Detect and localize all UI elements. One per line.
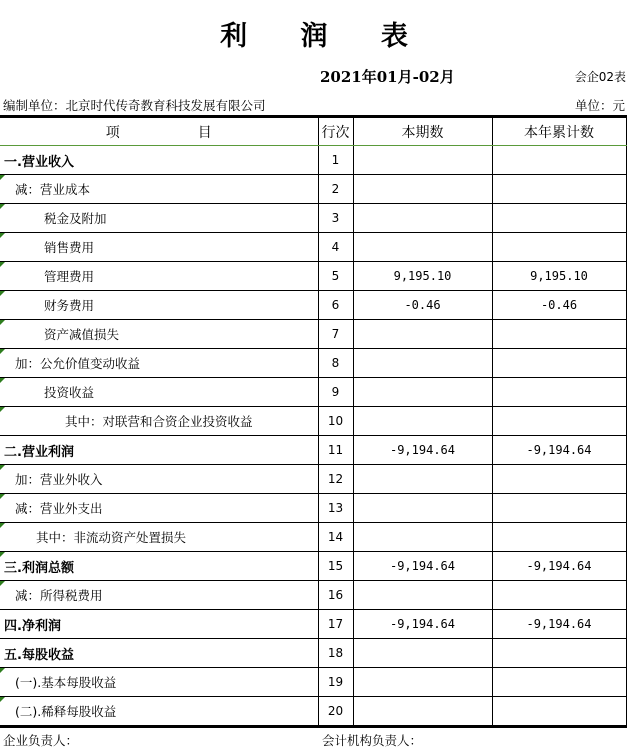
current-cell[interactable] (353, 494, 492, 523)
item-cell[interactable]: 二.营业利润 (0, 436, 318, 465)
title-char: 润 (300, 21, 328, 52)
item-cell[interactable]: 资产减值损失 (0, 320, 318, 349)
ytd-cell[interactable]: -0.46 (492, 291, 626, 320)
table-row (0, 697, 626, 727)
table-row (0, 291, 626, 320)
line-cell[interactable]: 11 (318, 436, 353, 465)
cell-marker-icon (0, 291, 5, 296)
currency-unit: 单位：元 (574, 98, 625, 113)
current-cell[interactable] (353, 581, 492, 610)
table-row (0, 204, 626, 233)
line-cell[interactable]: 8 (318, 349, 353, 378)
current-cell[interactable] (353, 523, 492, 552)
ytd-cell[interactable]: -9,194.64 (492, 436, 626, 465)
cell-marker-icon (0, 204, 5, 209)
current-cell[interactable] (353, 175, 492, 204)
ytd-cell[interactable] (492, 465, 626, 494)
header-item[interactable]: 项 目 (0, 117, 318, 146)
item-cell[interactable]: 减：所得税费用 (0, 581, 318, 610)
line-cell[interactable]: 14 (318, 523, 353, 552)
income-statement-table (0, 115, 627, 728)
table-row (0, 581, 626, 610)
cell-marker-icon (0, 697, 5, 702)
ytd-cell[interactable] (492, 378, 626, 407)
table-row (0, 436, 626, 465)
item-cell[interactable]: 管理费用 (0, 262, 318, 291)
line-cell[interactable]: 13 (318, 494, 353, 523)
line-cell[interactable]: 5 (318, 262, 353, 291)
ytd-cell[interactable] (492, 146, 626, 175)
ytd-cell[interactable] (492, 407, 626, 436)
ytd-cell[interactable] (492, 523, 626, 552)
cell-marker-icon (0, 320, 5, 325)
item-cell[interactable]: 四.净利润 (0, 610, 318, 639)
cell-marker-icon (0, 494, 5, 499)
item-cell[interactable]: 其中：非流动资产处置损失 (0, 523, 318, 552)
title-char: 利 (220, 21, 248, 52)
line-cell[interactable]: 18 (318, 639, 353, 668)
line-cell[interactable]: 19 (318, 668, 353, 697)
current-cell[interactable] (353, 233, 492, 262)
table-row (0, 523, 626, 552)
table-row (0, 407, 626, 436)
cell-marker-icon (0, 262, 5, 267)
item-cell[interactable]: 加：营业外收入 (0, 465, 318, 494)
line-cell[interactable]: 3 (318, 204, 353, 233)
current-cell[interactable]: -9,194.64 (353, 436, 492, 465)
line-cell[interactable]: 7 (318, 320, 353, 349)
current-cell[interactable] (353, 204, 492, 233)
line-cell[interactable]: 10 (318, 407, 353, 436)
accounting-head-label: 会计机构负责人： (322, 733, 423, 748)
current-cell[interactable] (353, 146, 492, 175)
item-cell[interactable]: 减：营业外支出 (0, 494, 318, 523)
header-line-no[interactable]: 行次 (318, 117, 353, 146)
table-row (0, 146, 626, 175)
table-row (0, 320, 626, 349)
table-row (0, 668, 626, 697)
table-row (0, 639, 626, 668)
ytd-cell[interactable]: -9,194.64 (492, 552, 626, 581)
item-cell[interactable]: 减：营业成本 (0, 175, 318, 204)
current-cell[interactable] (353, 697, 492, 727)
table-row (0, 378, 626, 407)
table-row (0, 175, 626, 204)
ytd-cell[interactable]: -9,194.64 (492, 610, 626, 639)
table-row (0, 262, 626, 291)
cell-marker-icon (0, 233, 5, 238)
line-cell[interactable]: 20 (318, 697, 353, 727)
ytd-cell[interactable] (492, 581, 626, 610)
item-cell[interactable]: 其中：对联营和合资企业投资收益 (0, 407, 318, 436)
line-cell[interactable]: 4 (318, 233, 353, 262)
item-cell[interactable]: 投资收益 (0, 378, 318, 407)
line-cell[interactable]: 17 (318, 610, 353, 639)
cell-marker-icon (0, 668, 5, 673)
line-cell[interactable]: 1 (318, 146, 353, 175)
item-cell[interactable]: (一).基本每股收益 (0, 668, 318, 697)
ytd-cell[interactable] (492, 668, 626, 697)
cell-marker-icon (0, 465, 5, 470)
ytd-cell[interactable] (492, 320, 626, 349)
table-row (0, 552, 626, 581)
ytd-cell[interactable] (492, 204, 626, 233)
cell-marker-icon (0, 175, 5, 180)
line-cell[interactable]: 16 (318, 581, 353, 610)
ytd-cell[interactable] (492, 697, 626, 727)
item-cell[interactable]: 三.利润总额 (0, 552, 318, 581)
table-row (0, 610, 626, 639)
current-cell[interactable] (353, 639, 492, 668)
table-row (0, 233, 626, 262)
report-title (0, 14, 628, 53)
current-cell[interactable] (353, 407, 492, 436)
form-code: 会企02表 (574, 70, 626, 84)
current-cell[interactable] (353, 668, 492, 697)
cell-marker-icon (0, 523, 5, 528)
ytd-cell[interactable] (492, 349, 626, 378)
header-current-period[interactable]: 本期数 (353, 117, 492, 146)
ytd-cell[interactable] (492, 175, 626, 204)
current-cell[interactable] (353, 378, 492, 407)
line-cell[interactable]: 12 (318, 465, 353, 494)
line-cell[interactable]: 9 (318, 378, 353, 407)
line-cell[interactable]: 2 (318, 175, 353, 204)
table-row (0, 349, 626, 378)
cell-marker-icon (0, 407, 5, 412)
cell-marker-icon (0, 349, 5, 354)
ytd-cell[interactable]: 9,195.10 (492, 262, 626, 291)
report-period: 2021年01月-02月 (320, 68, 455, 86)
current-cell[interactable] (353, 320, 492, 349)
current-cell[interactable]: -9,194.64 (353, 552, 492, 581)
header-year-to-date[interactable]: 本年累计数 (492, 117, 626, 146)
item-cell[interactable]: (二).稀释每股收益 (0, 697, 318, 727)
current-cell[interactable]: -9,194.64 (353, 610, 492, 639)
line-cell[interactable]: 6 (318, 291, 353, 320)
ytd-cell[interactable] (492, 233, 626, 262)
title-char: 表 (380, 21, 408, 52)
current-cell[interactable] (353, 465, 492, 494)
item-cell[interactable]: 财务费用 (0, 291, 318, 320)
compiling-unit: 编制单位：北京时代传奇教育科技发展有限公司 (3, 98, 266, 113)
current-cell[interactable]: -0.46 (353, 291, 492, 320)
cell-marker-icon (0, 581, 5, 586)
current-cell[interactable]: 9,195.10 (353, 262, 492, 291)
table-row (0, 465, 626, 494)
enterprise-head-label: 企业负责人： (3, 733, 79, 748)
table-header-row (0, 117, 626, 146)
cell-marker-icon (0, 552, 5, 557)
item-cell[interactable]: 加：公允价值变动收益 (0, 349, 318, 378)
current-cell[interactable] (353, 349, 492, 378)
table-row (0, 494, 626, 523)
ytd-cell[interactable] (492, 639, 626, 668)
item-cell[interactable]: 销售费用 (0, 233, 318, 262)
cell-marker-icon (0, 378, 5, 383)
item-cell[interactable]: 税金及附加 (0, 204, 318, 233)
item-cell[interactable]: 五.每股收益 (0, 639, 318, 668)
line-cell[interactable]: 15 (318, 552, 353, 581)
ytd-cell[interactable] (492, 494, 626, 523)
item-cell[interactable]: 一.营业收入 (0, 146, 318, 175)
